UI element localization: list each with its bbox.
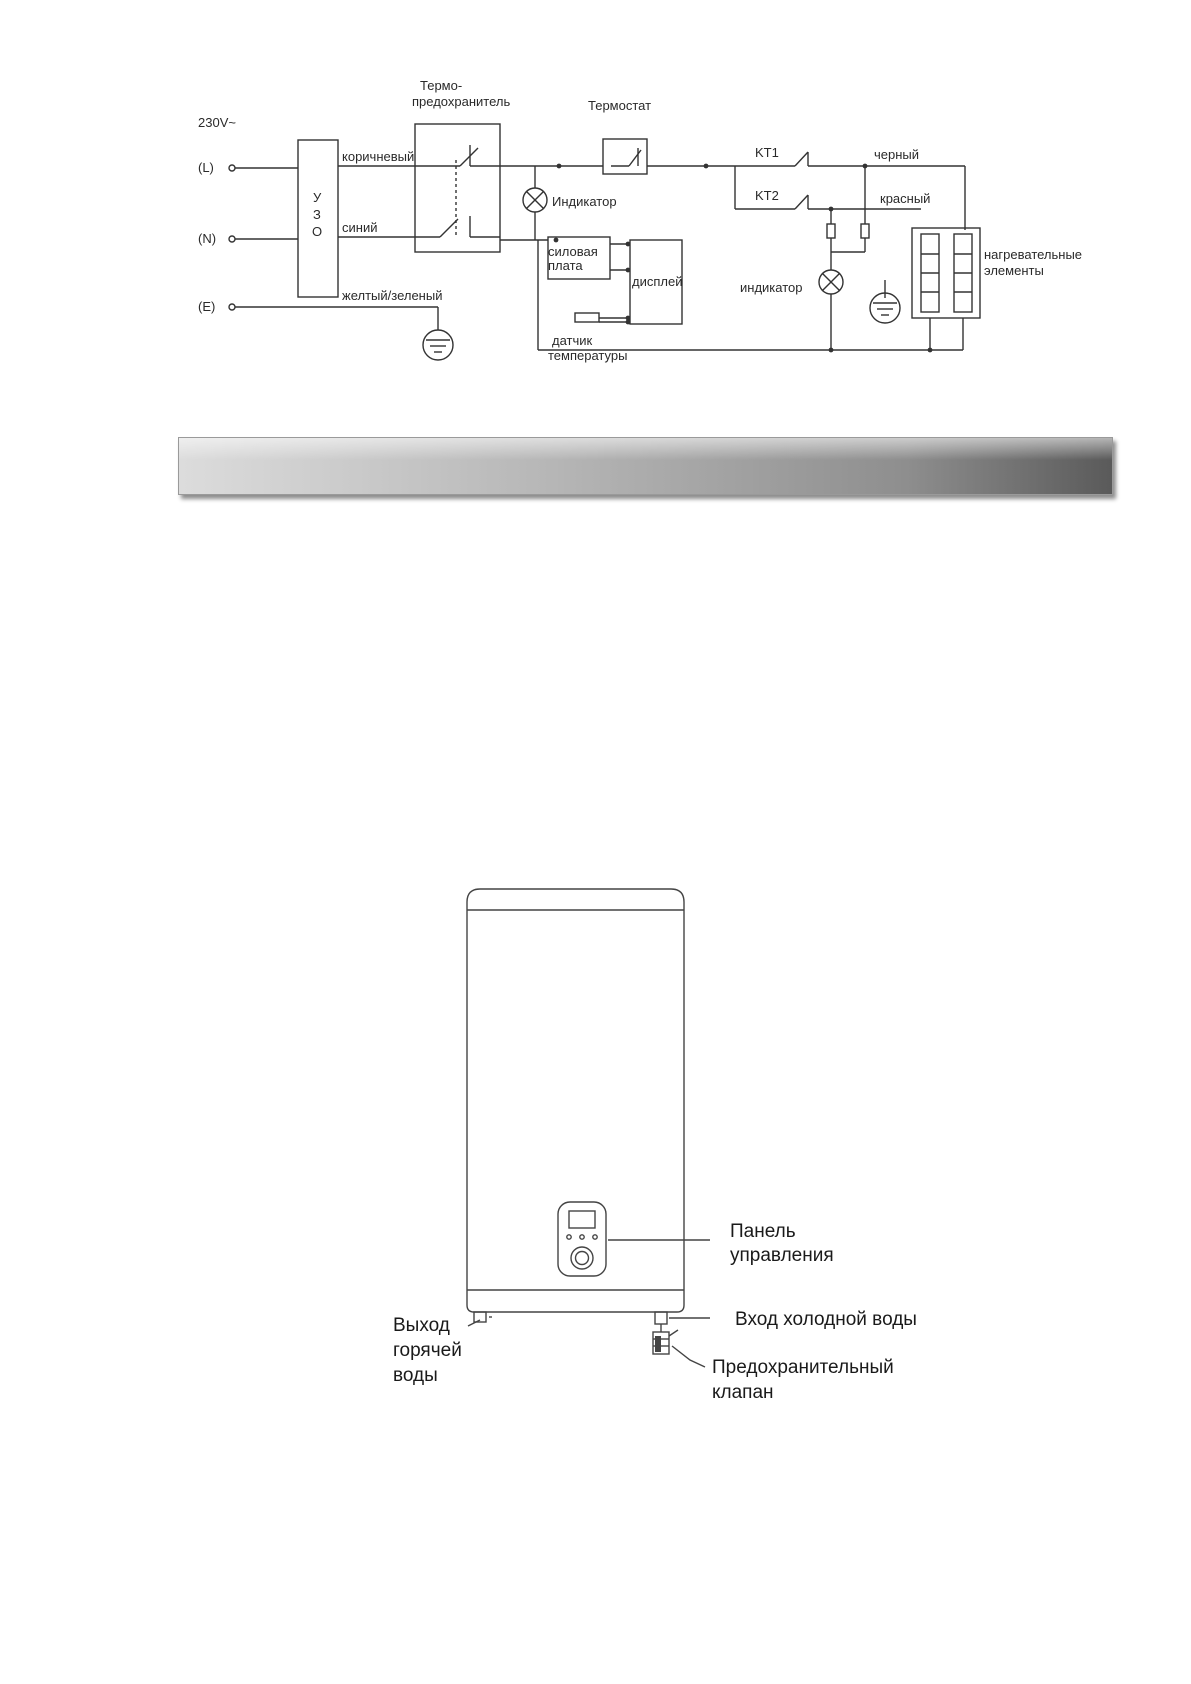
supply-voltage-label: 230V~ (198, 115, 236, 130)
indicator-lower-label: индикатор (740, 280, 803, 295)
temp-sensor-label-1: датчик (552, 333, 593, 348)
hot-outlet-label-3: воды (393, 1365, 438, 1386)
cold-inlet-label: Вход холодной воды (735, 1309, 917, 1330)
rcd-letter-1: У (313, 190, 322, 205)
terminal-e-label: (E) (198, 299, 216, 314)
rcd-letter-2: З (313, 207, 321, 222)
relay-kt2-label: KT2 (755, 188, 779, 203)
hot-outlet-label-2: горячей (393, 1340, 462, 1361)
water-heater-diagram (0, 880, 1191, 1440)
wire-blue-label: синий (342, 220, 378, 235)
section-header-bar (178, 437, 1113, 495)
heating-elements-label-1: нагревательные (984, 247, 1083, 262)
power-board-label-1: силовая (548, 244, 598, 259)
heating-elements-label-2: элементы (984, 263, 1044, 278)
wire-red-label: красный (880, 191, 931, 206)
relay-kt1-label: KT1 (755, 145, 779, 160)
wire-brown-label: коричневый (342, 149, 415, 164)
safety-valve-label-1: Предохранительный (712, 1357, 894, 1378)
terminal-n-label: (N) (198, 231, 217, 246)
power-board-label-2: плата (548, 258, 583, 273)
safety-valve-label-2: клапан (712, 1382, 774, 1403)
thermostat-label: Термостат (588, 98, 652, 113)
rcd-letter-3: О (312, 224, 323, 239)
wiring-diagram (0, 0, 1191, 400)
control-panel-label-1: Панель (730, 1221, 796, 1242)
display-label: дисплей (632, 274, 683, 289)
hot-outlet-label-1: Выход (393, 1315, 450, 1336)
thermal-fuse-label-1: Термо- (420, 78, 463, 93)
thermal-fuse-label-2: предохранитель (412, 94, 511, 109)
control-panel-label-2: управления (730, 1245, 834, 1266)
indicator-upper-label: Индикатор (552, 194, 617, 209)
terminal-l-label: (L) (198, 160, 214, 175)
wire-black-label: черный (874, 147, 920, 162)
temp-sensor-label-2: температуры (548, 348, 628, 363)
wire-yellow-green-label: желтый/зеленый (342, 288, 443, 303)
